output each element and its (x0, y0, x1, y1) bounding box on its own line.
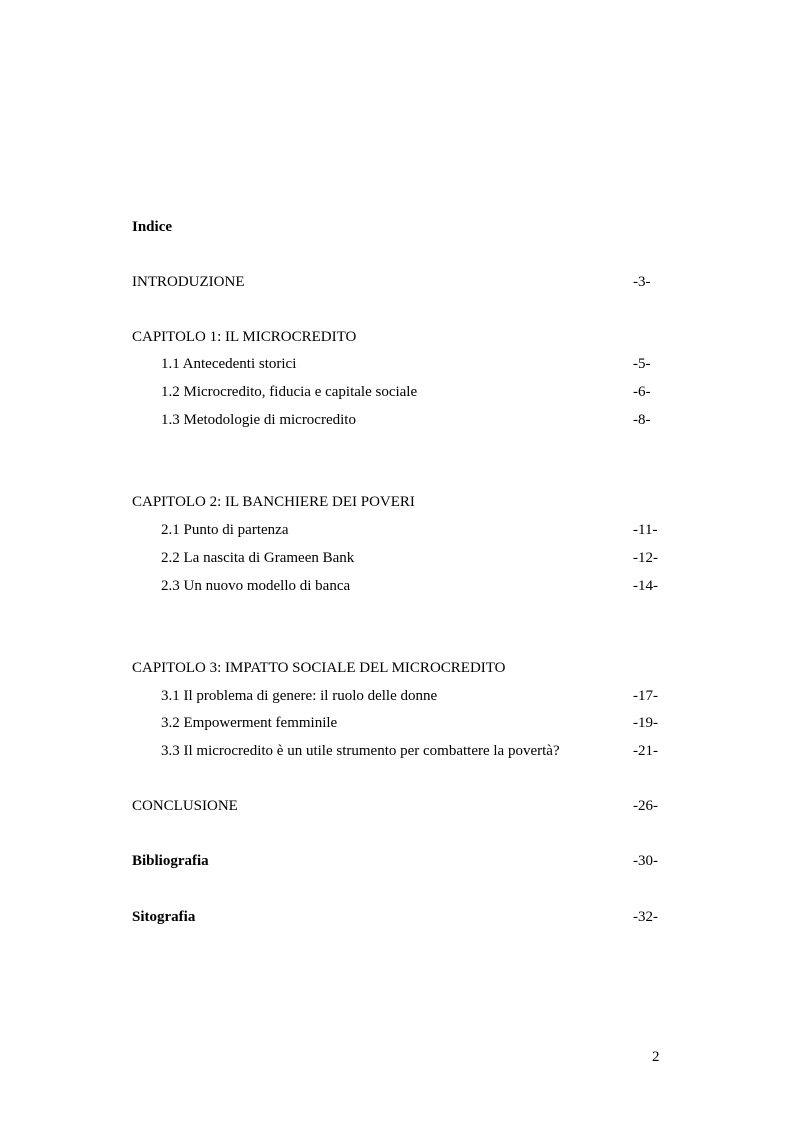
toc-entry-3-3-page: -21- (633, 743, 658, 759)
toc-entry-1-3-label: 1.3 Metodologie di microcredito (161, 412, 356, 428)
page-number: 2 (652, 1049, 660, 1065)
toc-entry-2-1-label: 2.1 Punto di partenza (161, 522, 289, 538)
toc-entry-2-2-label: 2.2 La nascita di Grameen Bank (161, 550, 355, 566)
toc-entry-introduction-page: -3- (633, 274, 651, 290)
toc-entry-1-2-page: -6- (633, 384, 651, 400)
toc-entry-1-1-page: -5- (633, 356, 651, 372)
toc-entry-bibliography-page: -30- (633, 853, 658, 869)
chapter-3-heading: CAPITOLO 3: IMPATTO SOCIALE DEL MICROCREDITO (132, 660, 506, 676)
toc-entry-3-2-page: -19- (633, 715, 658, 731)
toc-entry-2-3-label: 2.3 Un nuovo modello di banca (161, 578, 351, 594)
toc-entry-1-1-label: 1.1 Antecedenti storici (161, 356, 297, 372)
toc-entry-3-1-label: 3.1 Il problema di genere: il ruolo delle donne (161, 688, 438, 704)
toc-entry-2-1-page: -11- (633, 522, 658, 538)
toc-entry-1-2-label: 1.2 Microcredito, fiducia e capitale sociale (161, 384, 418, 400)
toc-entry-conclusion-label: CONCLUSIONE (132, 798, 238, 814)
toc-entry-3-3-label: 3.3 Il microcredito è un utile strumento per combattere la povertà? (161, 743, 560, 759)
toc-entry-3-2-label: 3.2 Empowerment femminile (161, 715, 338, 731)
toc-entry-bibliography-label: Bibliografia (132, 853, 209, 869)
toc-entry-conclusion-page: -26- (633, 798, 658, 814)
toc-entry-3-1-page: -17- (633, 688, 658, 704)
toc-entry-1-3-page: -8- (633, 412, 651, 428)
toc-entry-2-3-page: -14- (633, 578, 658, 594)
toc-title: Indice (132, 219, 173, 235)
toc-entry-introduction-label: INTRODUZIONE (132, 274, 245, 290)
chapter-1-heading: CAPITOLO 1: IL MICROCREDITO (132, 329, 357, 345)
toc-entry-sitography-page: -32- (633, 909, 658, 925)
chapter-2-heading: CAPITOLO 2: IL BANCHIERE DEI POVERI (132, 494, 415, 510)
toc-entry-sitography-label: Sitografia (132, 909, 196, 925)
toc-entry-2-2-page: -12- (633, 550, 658, 566)
